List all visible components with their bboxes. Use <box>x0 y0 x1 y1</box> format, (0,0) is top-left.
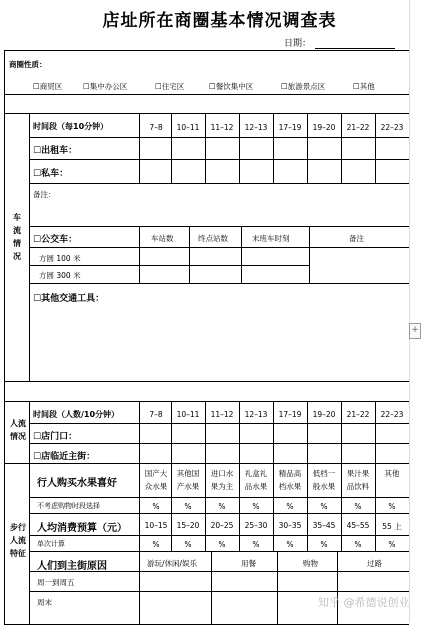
divider <box>139 463 140 551</box>
divider <box>5 463 409 464</box>
percent-cell: % <box>152 540 160 549</box>
divider <box>189 226 190 283</box>
divider <box>273 113 274 183</box>
radius-100: 方圆 100 米 <box>39 254 81 263</box>
divider <box>29 226 409 227</box>
private-car-label[interactable]: ☐私车： <box>33 169 69 179</box>
percent-cell: % <box>218 540 226 549</box>
divider <box>205 113 206 183</box>
spend-range: 55 上 <box>382 522 402 531</box>
percent-cell: % <box>184 502 192 511</box>
divider <box>5 381 409 382</box>
fruit-option: 般水果 <box>312 482 336 491</box>
divider <box>29 137 409 138</box>
divider <box>273 463 274 551</box>
divider <box>29 513 409 514</box>
divider <box>375 463 376 551</box>
reason-dining: 用餐 <box>241 559 256 568</box>
spend-range: 30–35 <box>278 521 302 530</box>
door-label[interactable]: ☐店门口： <box>33 432 78 442</box>
taxi-label[interactable]: ☐出租车： <box>33 146 78 156</box>
fruit-option: 礼盒礼 <box>244 469 268 478</box>
divider <box>29 159 409 160</box>
fruit-option: 果汁果 <box>346 469 370 478</box>
vehicle-slot-header: 12–13 <box>244 123 268 132</box>
fruit-option: 其他国 <box>176 469 200 478</box>
bus-col-terminals: 终点站数 <box>198 234 228 243</box>
divider <box>277 551 278 624</box>
divider <box>307 113 308 183</box>
divider <box>5 94 409 95</box>
divider <box>273 401 274 463</box>
percent-cell: % <box>152 502 160 511</box>
weekday-label: 周一到周五 <box>37 578 75 587</box>
people-slot-header: 17–19 <box>278 410 302 419</box>
divider <box>139 551 140 624</box>
divider <box>29 591 409 592</box>
option-tourism[interactable]: ☐旅游景点区 <box>281 82 326 91</box>
divider <box>29 265 309 266</box>
spend-range: 25–30 <box>244 521 268 530</box>
option-office[interactable]: ☐集中办公区 <box>83 82 128 91</box>
single-calc-label: 单次计算 <box>37 540 65 548</box>
bus-col-lastbus: 末班车时刻 <box>252 234 290 243</box>
fruit-option: 产水果 <box>176 482 200 491</box>
divider <box>171 113 172 183</box>
divider <box>341 401 342 463</box>
spend-range: 45–55 <box>346 521 370 530</box>
people-slot-header: 10–11 <box>176 410 200 419</box>
percent-cell: % <box>388 540 396 549</box>
radius-300: 方圆 300 米 <box>39 271 81 280</box>
divider <box>139 113 140 183</box>
date-field[interactable] <box>284 36 395 49</box>
date-input-line[interactable] <box>315 39 395 49</box>
divider <box>29 401 30 463</box>
remark-label: 备注： <box>33 190 56 199</box>
reason-shopping: 购物 <box>303 559 318 568</box>
reason-leisure: 游玩/休闲/娱乐 <box>147 559 198 568</box>
people-slot-header: 21–22 <box>346 410 370 419</box>
vehicle-slot-header: 11–12 <box>210 123 234 132</box>
divider <box>29 247 409 248</box>
vehicle-slot-header: 19–20 <box>312 123 336 132</box>
bus-label[interactable]: ☐公交车： <box>33 235 78 245</box>
fruit-option: 其他 <box>384 469 400 478</box>
divider <box>29 423 409 424</box>
option-residential[interactable]: ☐住宅区 <box>155 82 185 91</box>
divider <box>307 401 308 463</box>
divider <box>5 113 409 114</box>
fruit-option: 国产大 <box>144 469 168 478</box>
people-slot-header: 19–20 <box>312 410 336 419</box>
reason-header: 人们到主街原因 <box>37 561 107 572</box>
expand-button[interactable]: + <box>409 323 421 339</box>
fruit-option: 果为主 <box>210 482 234 491</box>
spend-header: 人均消费预算（元） <box>37 523 127 534</box>
fruit-option: 品饮料 <box>346 482 370 491</box>
divider <box>29 463 30 624</box>
bus-col-remark: 备注 <box>349 234 364 243</box>
divider <box>29 551 409 552</box>
divider <box>29 535 409 536</box>
divider <box>375 401 376 463</box>
vehicle-slot-header: 7–8 <box>149 123 163 132</box>
section-walker: 步行 人流 特征 <box>10 523 26 558</box>
option-dining[interactable]: ☐餐饮集中区 <box>209 82 254 91</box>
divider <box>341 113 342 183</box>
percent-cell: % <box>252 502 260 511</box>
people-slot-header: 22–23 <box>380 410 404 419</box>
page-edge <box>409 0 410 623</box>
section-people: 人流 情况 <box>10 419 26 441</box>
percent-cell: % <box>184 540 192 549</box>
divider <box>239 463 240 551</box>
divider <box>139 401 140 463</box>
fruit-option: 众水果 <box>144 482 168 491</box>
divider <box>171 463 172 551</box>
divider <box>29 183 409 184</box>
spend-range: 20–25 <box>210 521 234 530</box>
divider <box>29 571 409 572</box>
fruit-option: 精品高 <box>278 469 302 478</box>
fruit-option: 档水果 <box>278 482 302 491</box>
section-vehicle: 车 流 情 况 <box>13 213 21 261</box>
people-slot-header: 11–12 <box>210 410 234 419</box>
spend-range: 10–15 <box>144 521 168 530</box>
vehicle-slot-header: 22–23 <box>380 123 404 132</box>
divider <box>29 497 409 498</box>
divider <box>205 463 206 551</box>
divider <box>29 443 409 444</box>
other-transport-label[interactable]: ☐其他交通工具： <box>33 294 105 304</box>
option-commercial[interactable]: ☐商贸区 <box>33 82 63 91</box>
district-label: 商圈性质： <box>9 60 47 69</box>
divider <box>205 401 206 463</box>
people-slot-header: 7–8 <box>149 410 163 419</box>
people-slot-header: 12–13 <box>244 410 268 419</box>
vehicle-slot-header: 17–19 <box>278 123 302 132</box>
street-label[interactable]: ☐店临近主街： <box>33 452 96 462</box>
divider <box>29 283 409 284</box>
consider-label: 不考虑购物时段选择 <box>37 502 100 510</box>
divider <box>239 401 240 463</box>
divider <box>307 463 308 551</box>
vehicle-time-header: 时间段（每10分钟） <box>33 122 109 131</box>
fruit-option: 低档一 <box>312 469 336 478</box>
bus-col-stations: 车站数 <box>151 234 174 243</box>
percent-cell: % <box>286 502 294 511</box>
date-label: 日期： <box>284 39 312 49</box>
vehicle-slot-header: 10–11 <box>176 123 200 132</box>
spend-range: 35–45 <box>312 521 336 530</box>
divider <box>375 113 376 183</box>
percent-cell: % <box>354 540 362 549</box>
people-time-header: 时间段（人数/10分钟） <box>33 410 120 419</box>
divider <box>309 226 310 283</box>
fruit-option: 品水果 <box>244 482 268 491</box>
fruit-pref-header: 行人购买水果喜好 <box>37 478 117 489</box>
percent-cell: % <box>354 502 362 511</box>
spend-range: 15–20 <box>176 521 200 530</box>
divider <box>171 401 172 463</box>
divider <box>241 226 242 283</box>
weekend-label: 周末 <box>37 598 52 607</box>
option-other[interactable]: ☐其他 <box>353 82 375 91</box>
percent-cell: % <box>286 540 294 549</box>
watermark: 知乎 @希德说创业 <box>318 596 410 609</box>
divider <box>341 463 342 551</box>
percent-cell: % <box>320 502 328 511</box>
fruit-option: 进口水 <box>210 469 234 478</box>
survey-table <box>4 50 409 625</box>
percent-cell: % <box>320 540 328 549</box>
percent-cell: % <box>388 502 396 511</box>
percent-cell: % <box>252 540 260 549</box>
divider <box>139 226 140 283</box>
percent-cell: % <box>218 502 226 511</box>
reason-passing: 过路 <box>367 559 382 568</box>
divider <box>211 551 212 624</box>
divider <box>5 401 409 402</box>
divider <box>337 551 338 624</box>
form-title: 店址所在商圈基本情况调查表 <box>102 11 337 31</box>
vehicle-slot-header: 21–22 <box>346 123 370 132</box>
divider <box>239 113 240 183</box>
